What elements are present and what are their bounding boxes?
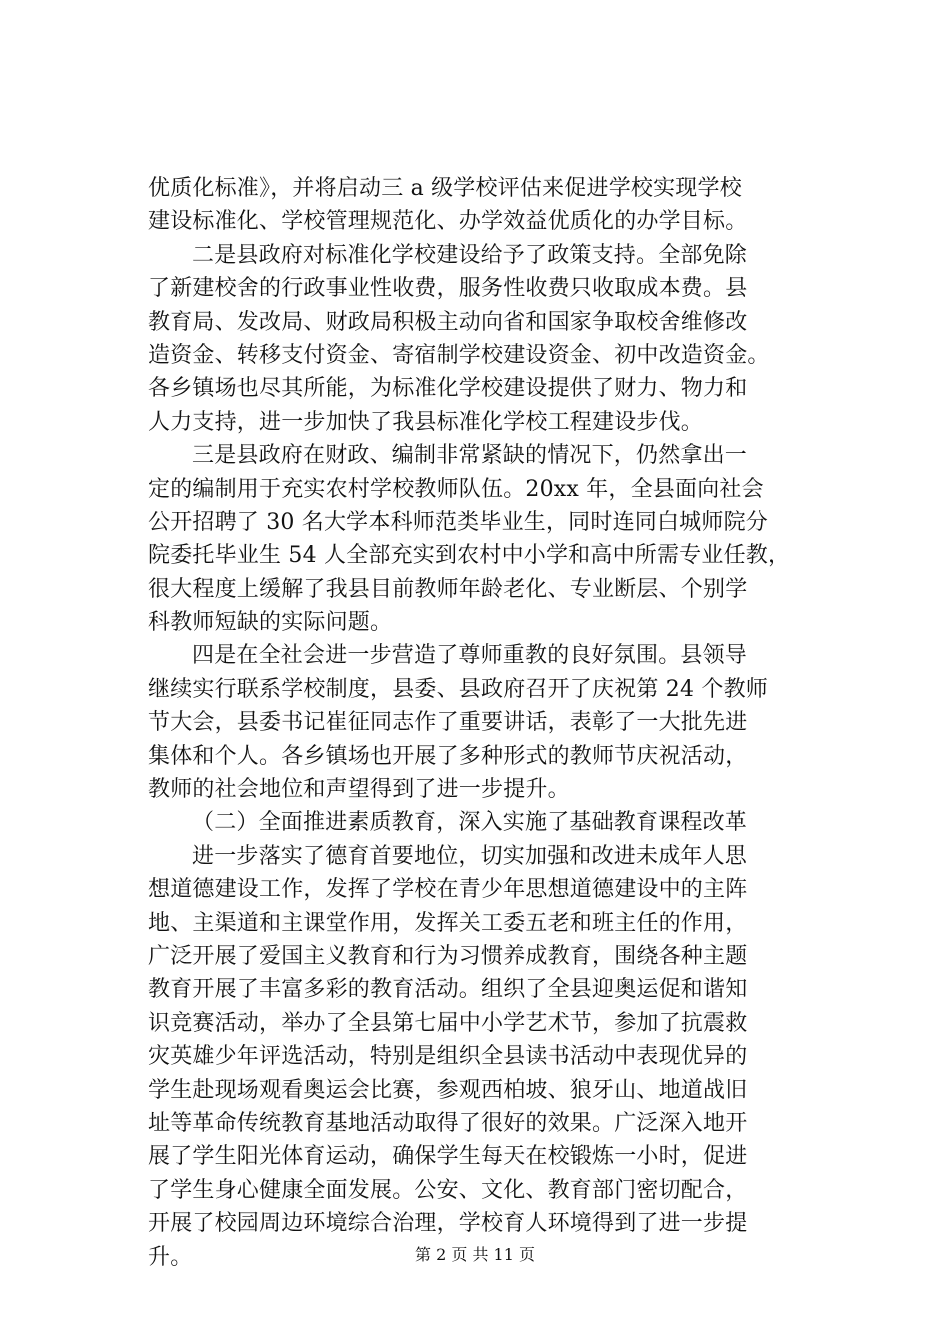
text-line: 了新建校舍的行政事业性收费，服务性收费只收取成本费。县 [148,276,748,302]
text-line: 节大会，县委书记崔征同志作了重要讲话，表彰了一大批先进 [148,710,748,736]
text-line: 升。 [148,1244,193,1270]
document-body [148,172,836,1274]
text-line: 灾英雄少年评选活动，特别是组织全县读书活动中表现优异的 [148,1044,748,1070]
text-line: 很大程度上缓解了我县目前教师年龄老化、专业断层、个别学 [148,576,748,602]
text-line: 了学生身心健康全面发展。公安、文化、教育部门密切配合， [148,1177,748,1203]
text-line: 四是在全社会进一步营造了尊师重教的良好氛围。县领导 [192,643,748,669]
text-line: 进一步落实了德育首要地位，切实加强和改进未成年人思 [192,843,748,869]
text-line: 址等革命传统教育基地活动取得了很好的效果。广泛深入地开 [148,1110,748,1136]
page-footer: 第 2 页 共 11 页 [415,1245,535,1264]
text-line: 各乡镇场也尽其所能，为标准化学校建设提供了财力、物力和 [148,376,748,402]
text-line: 地、主渠道和主课堂作用，发挥关工委五老和班主任的作用， [148,910,748,936]
text-line: 二是县政府对标准化学校建设给予了政策支持。全部免除 [192,242,748,268]
text-line: 建设标准化、学校管理规范化、办学效益优质化的办学目标。 [148,209,748,235]
text-line: 公开招聘了 30 名大学本科师范类毕业生，同时连同白城师院分 [148,509,768,535]
text-line: 科教师短缺的实际问题。 [148,610,393,636]
text-line: 教育开展了丰富多彩的教育活动。组织了全县迎奥运促和谐知 [148,977,748,1003]
text-line: 学生赴现场观看奥运会比赛，参观西柏坡、狼牙山、地道战旧 [148,1077,748,1103]
text-line: 优质化标准》，并将启动三 a 级学校评估来促进学校实现学校 [148,176,742,201]
text-line: 人力支持，进一步加快了我县标准化学校工程建设步伐。 [148,409,704,435]
text-line: （二）全面推进素质教育，深入实施了基础教育课程改革 [192,810,748,836]
text-line: 教师的社会地位和声望得到了进一步提升。 [148,777,570,803]
text-line: 继续实行联系学校制度，县委、县政府召开了庆祝第 24 个教师 [148,676,768,702]
text-line: 院委托毕业生 54 人全部充实到农村中小学和高中所需专业任教， [148,543,791,569]
text-line: 识竞赛活动，举办了全县第七届中小学艺术节，参加了抗震救 [148,1010,748,1036]
text-line: 想道德建设工作，发挥了学校在青少年思想道德建设中的主阵 [148,877,748,903]
text-line: 集体和个人。各乡镇场也开展了多种形式的教师节庆祝活动， [148,743,748,769]
text-line: 三是县政府在财政、编制非常紧缺的情况下，仍然拿出一 [192,443,748,469]
text-line: 教育局、发改局、财政局积极主动向省和国家争取校舍维修改 [148,309,748,335]
text-line: 定的编制用于充实农村学校教师队伍。20xx 年，全县面向社会 [148,476,764,502]
text-line: 开展了校园周边环境综合治理，学校育人环境得到了进一步提 [148,1211,748,1237]
text-line: 展了学生阳光体育运动，确保学生每天在校锻炼一小时，促进 [148,1144,748,1170]
text-line: 造资金、转移支付资金、寄宿制学校建设资金、初中改造资金。 [148,342,770,368]
text-line: 广泛开展了爱国主义教育和行为习惯养成教育，围绕各种主题 [148,943,748,969]
